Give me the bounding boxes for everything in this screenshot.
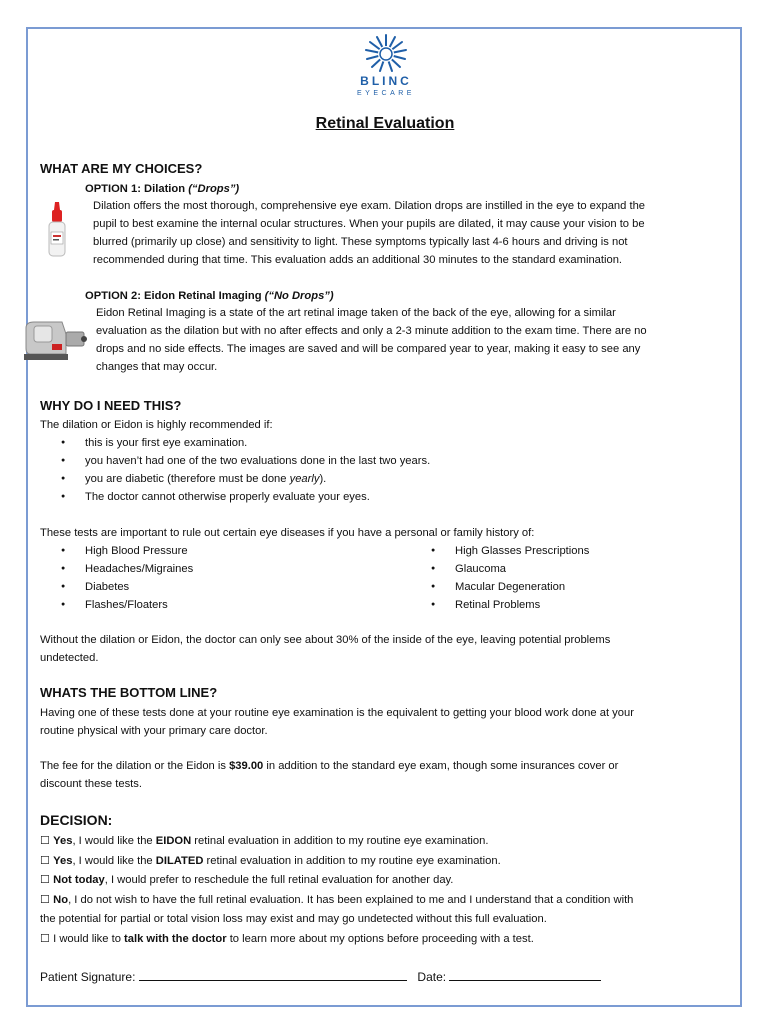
history-left-list xyxy=(61,542,193,614)
list-item: ● Headaches/Migraines xyxy=(61,560,193,578)
option2-label: OPTION 2: Eidon Retinal Imaging (“No Drops”) xyxy=(85,290,334,302)
history-right-list xyxy=(431,542,589,614)
list-item: ● The doctor cannot otherwise properly evaluate your eyes. xyxy=(61,488,430,506)
checkbox[interactable]: ☐ xyxy=(40,932,51,945)
list-item: ● High Glasses Prescriptions xyxy=(431,542,589,560)
checkbox[interactable]: ☐ xyxy=(40,893,51,906)
decision-option-not-today[interactable]: ☐ Not today, I would prefer to reschedule the full retinal evaluation for another day. xyxy=(40,874,454,886)
date-label: Date: xyxy=(417,970,450,984)
checkbox[interactable]: ☐ xyxy=(40,854,51,867)
list-item: ● you are diabetic (therefore must be done yearly). xyxy=(61,470,430,488)
history-intro: These tests are important to rule out certain eye diseases if you have a personal or family history of: xyxy=(40,527,535,539)
logo-sub: EYECARE xyxy=(357,90,415,97)
date-field[interactable] xyxy=(449,968,601,981)
decision-heading: DECISION: xyxy=(40,812,113,828)
bottom-line-heading: WHATS THE BOTTOM LINE? xyxy=(40,685,218,700)
list-item: ● Glaucoma xyxy=(431,560,589,578)
list-item: ● this is your first eye examination. xyxy=(61,434,430,452)
option1-label: OPTION 1: Dilation (“Drops”) xyxy=(85,183,240,195)
checkbox[interactable]: ☐ xyxy=(40,874,51,886)
signature-row xyxy=(40,968,601,986)
retinal-camera-icon xyxy=(22,314,88,362)
why-bullets xyxy=(61,434,430,506)
page-title: Retinal Evaluation xyxy=(315,115,455,132)
why-heading: WHY DO I NEED THIS? xyxy=(40,398,182,413)
eye-drops-bottle-icon xyxy=(44,200,70,260)
list-item: ● Flashes/Floaters xyxy=(61,596,193,614)
decision-option-no[interactable]: ☐ No, I do not wish to have the full retinal evaluation. It has been explained to me and I understand that a condition with xyxy=(40,893,634,906)
patient-signature-label: Patient Signature: xyxy=(40,970,139,984)
checkbox[interactable]: ☐ xyxy=(40,835,51,847)
decision-options: ☐ Yes, I would like the EIDON retinal evaluation in addition to my routine eye examination. ☐ Yes, I would like the DILATED retinal evaluation in addition to my routine eye examination. ☐ Not today, I would prefer to reschedule the full retinal evaluation for another day. ☐ No, I do not wish to have the full retinal evaluation. It has been explained to me and I understand that a condition with the potential for partial or total vision loss may exist and may go undetected without this full evaluation. ☐ I would like to talk with the doctor to learn more about my options before proceeding with a test. xyxy=(40,832,745,949)
list-item: ● High Blood Pressure xyxy=(61,542,193,560)
list-item: ● Macular Degeneration xyxy=(431,578,589,596)
list-item: ● Diabetes xyxy=(61,578,193,596)
decision-option-talk-doctor[interactable]: ☐ I would like to talk with the doctor to learn more about my options before proceeding with a test. xyxy=(40,932,534,945)
without-text: Without the dilation or Eidon, the doctor can only see about 30% of the inside of the eye, leaving potential problems undetected. xyxy=(40,634,611,664)
fee-text: The fee for the dilation or the Eidon is $39.00 in addition to the standard eye exam, though some insurances cover or discount these tests. xyxy=(40,760,619,790)
patient-signature-field[interactable] xyxy=(139,968,407,981)
choices-heading: WHAT ARE MY CHOICES? xyxy=(40,161,203,176)
option1-text: Dilation offers the most thorough, comprehensive eye exam. Dilation drops are instilled in the eye to expand the pupil to best examine the internal ocular structures. When your pupils are dilated, it may cause your vision to be blurred (primarily up close) and sensitivity to light. These symptoms typically last 4-6 hours and driving is not recommended during that time. This evaluation adds an additional 30 minutes to the standard examination. xyxy=(93,200,646,266)
fee-amount: $39.00 xyxy=(229,760,264,772)
blinc-logo xyxy=(340,32,432,104)
bottom-line-para: Having one of these tests done at your routine eye examination is the equivalent to getting your blood work done at your routine physical with your primary care doctor. xyxy=(40,707,634,737)
list-item: ● you haven’t had one of the two evaluations done in the last two years. xyxy=(61,452,430,470)
list-item: ● Retinal Problems xyxy=(431,596,589,614)
eye-burst-icon xyxy=(340,32,432,76)
option2-text: Eidon Retinal Imaging is a state of the art retinal image taken of the back of the eye, allowing for a similar evaluation as the dilation but with no after effects and only a 2-3 minute addition to the exam time. There are no drops and no side effects. The images are saved and will be compared year to year, making it easy to see any changes that may occur. xyxy=(96,307,647,373)
why-intro: The dilation or Eidon is highly recommended if: xyxy=(40,419,273,431)
logo-brand: BLINC xyxy=(360,74,412,88)
decision-option-eidon[interactable]: ☐ Yes, I would like the EIDON retinal evaluation in addition to my routine eye examination. xyxy=(40,835,489,847)
decision-option-dilated[interactable]: ☐ Yes, I would like the DILATED retinal evaluation in addition to my routine eye examination. xyxy=(40,854,501,867)
